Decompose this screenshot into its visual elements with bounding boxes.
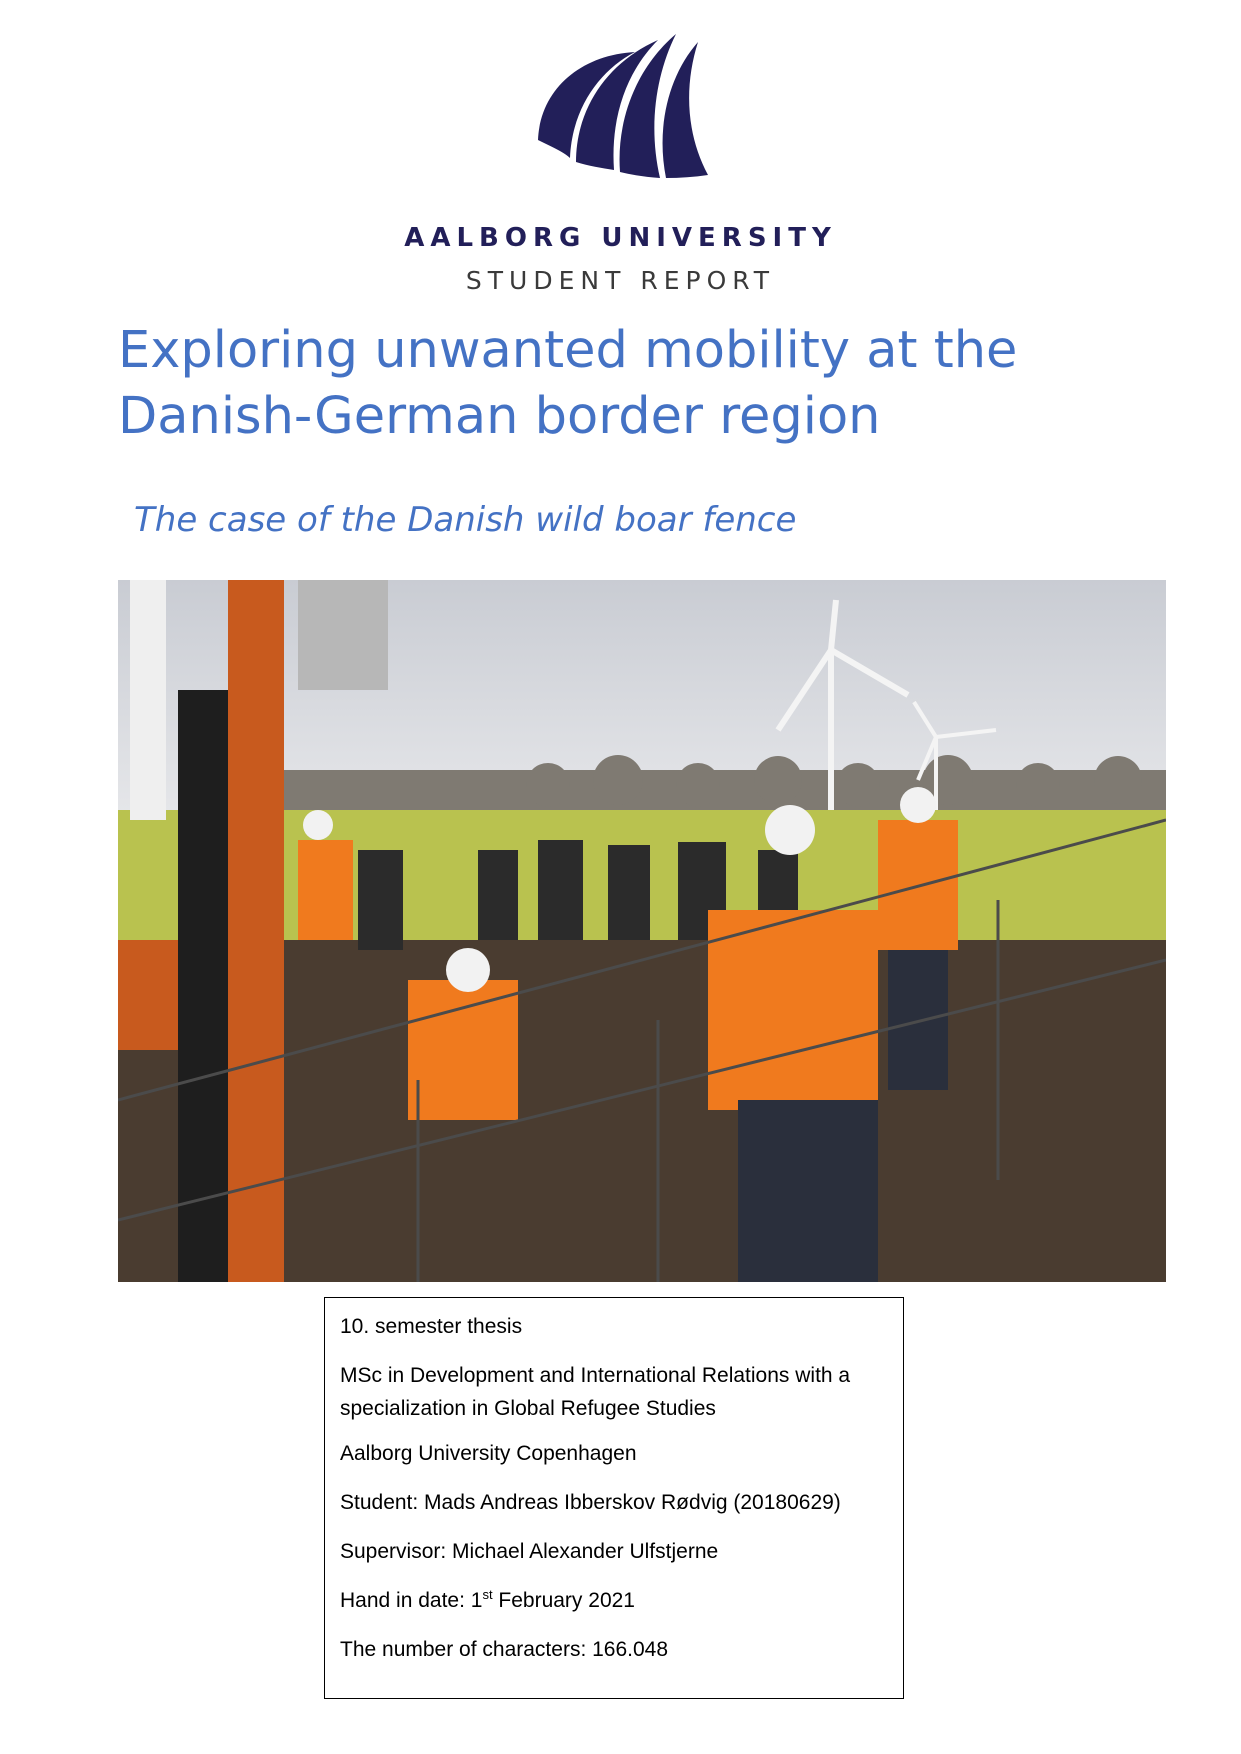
aau-wave-logo-icon	[530, 30, 730, 185]
supervisor-line: Supervisor: Michael Alexander Ulfstjerne	[340, 1540, 719, 1563]
document-title: Exploring unwanted mobility at the Danish-German border region	[118, 321, 1018, 446]
programme-line: MSc in Development and International Relations with a specialization in Global Refugee Studies	[340, 1364, 851, 1420]
institution-line: Aalborg University Copenhagen	[340, 1442, 637, 1465]
hand-in-suffix: February 2021	[492, 1589, 635, 1612]
hand-in-date-line	[340, 1584, 888, 1617]
hand-in-prefix: Hand in date: 1	[340, 1589, 483, 1612]
report-type: STUDENT REPORT	[465, 266, 776, 295]
student-line: Student: Mads Andreas Ibberskov Rødvig (20180629)	[340, 1491, 841, 1514]
hand-in-ordinal: st	[482, 1587, 493, 1602]
semester-line: 10. semester thesis	[340, 1315, 523, 1338]
university-name: AALBORG UNIVERSITY	[404, 223, 837, 253]
characters-line: The number of characters: 166.048	[340, 1638, 669, 1661]
fence-construction-photo	[118, 580, 1166, 1282]
thesis-info-box	[324, 1297, 904, 1699]
document-subtitle: The case of the Danish wild boar fence	[134, 500, 797, 540]
